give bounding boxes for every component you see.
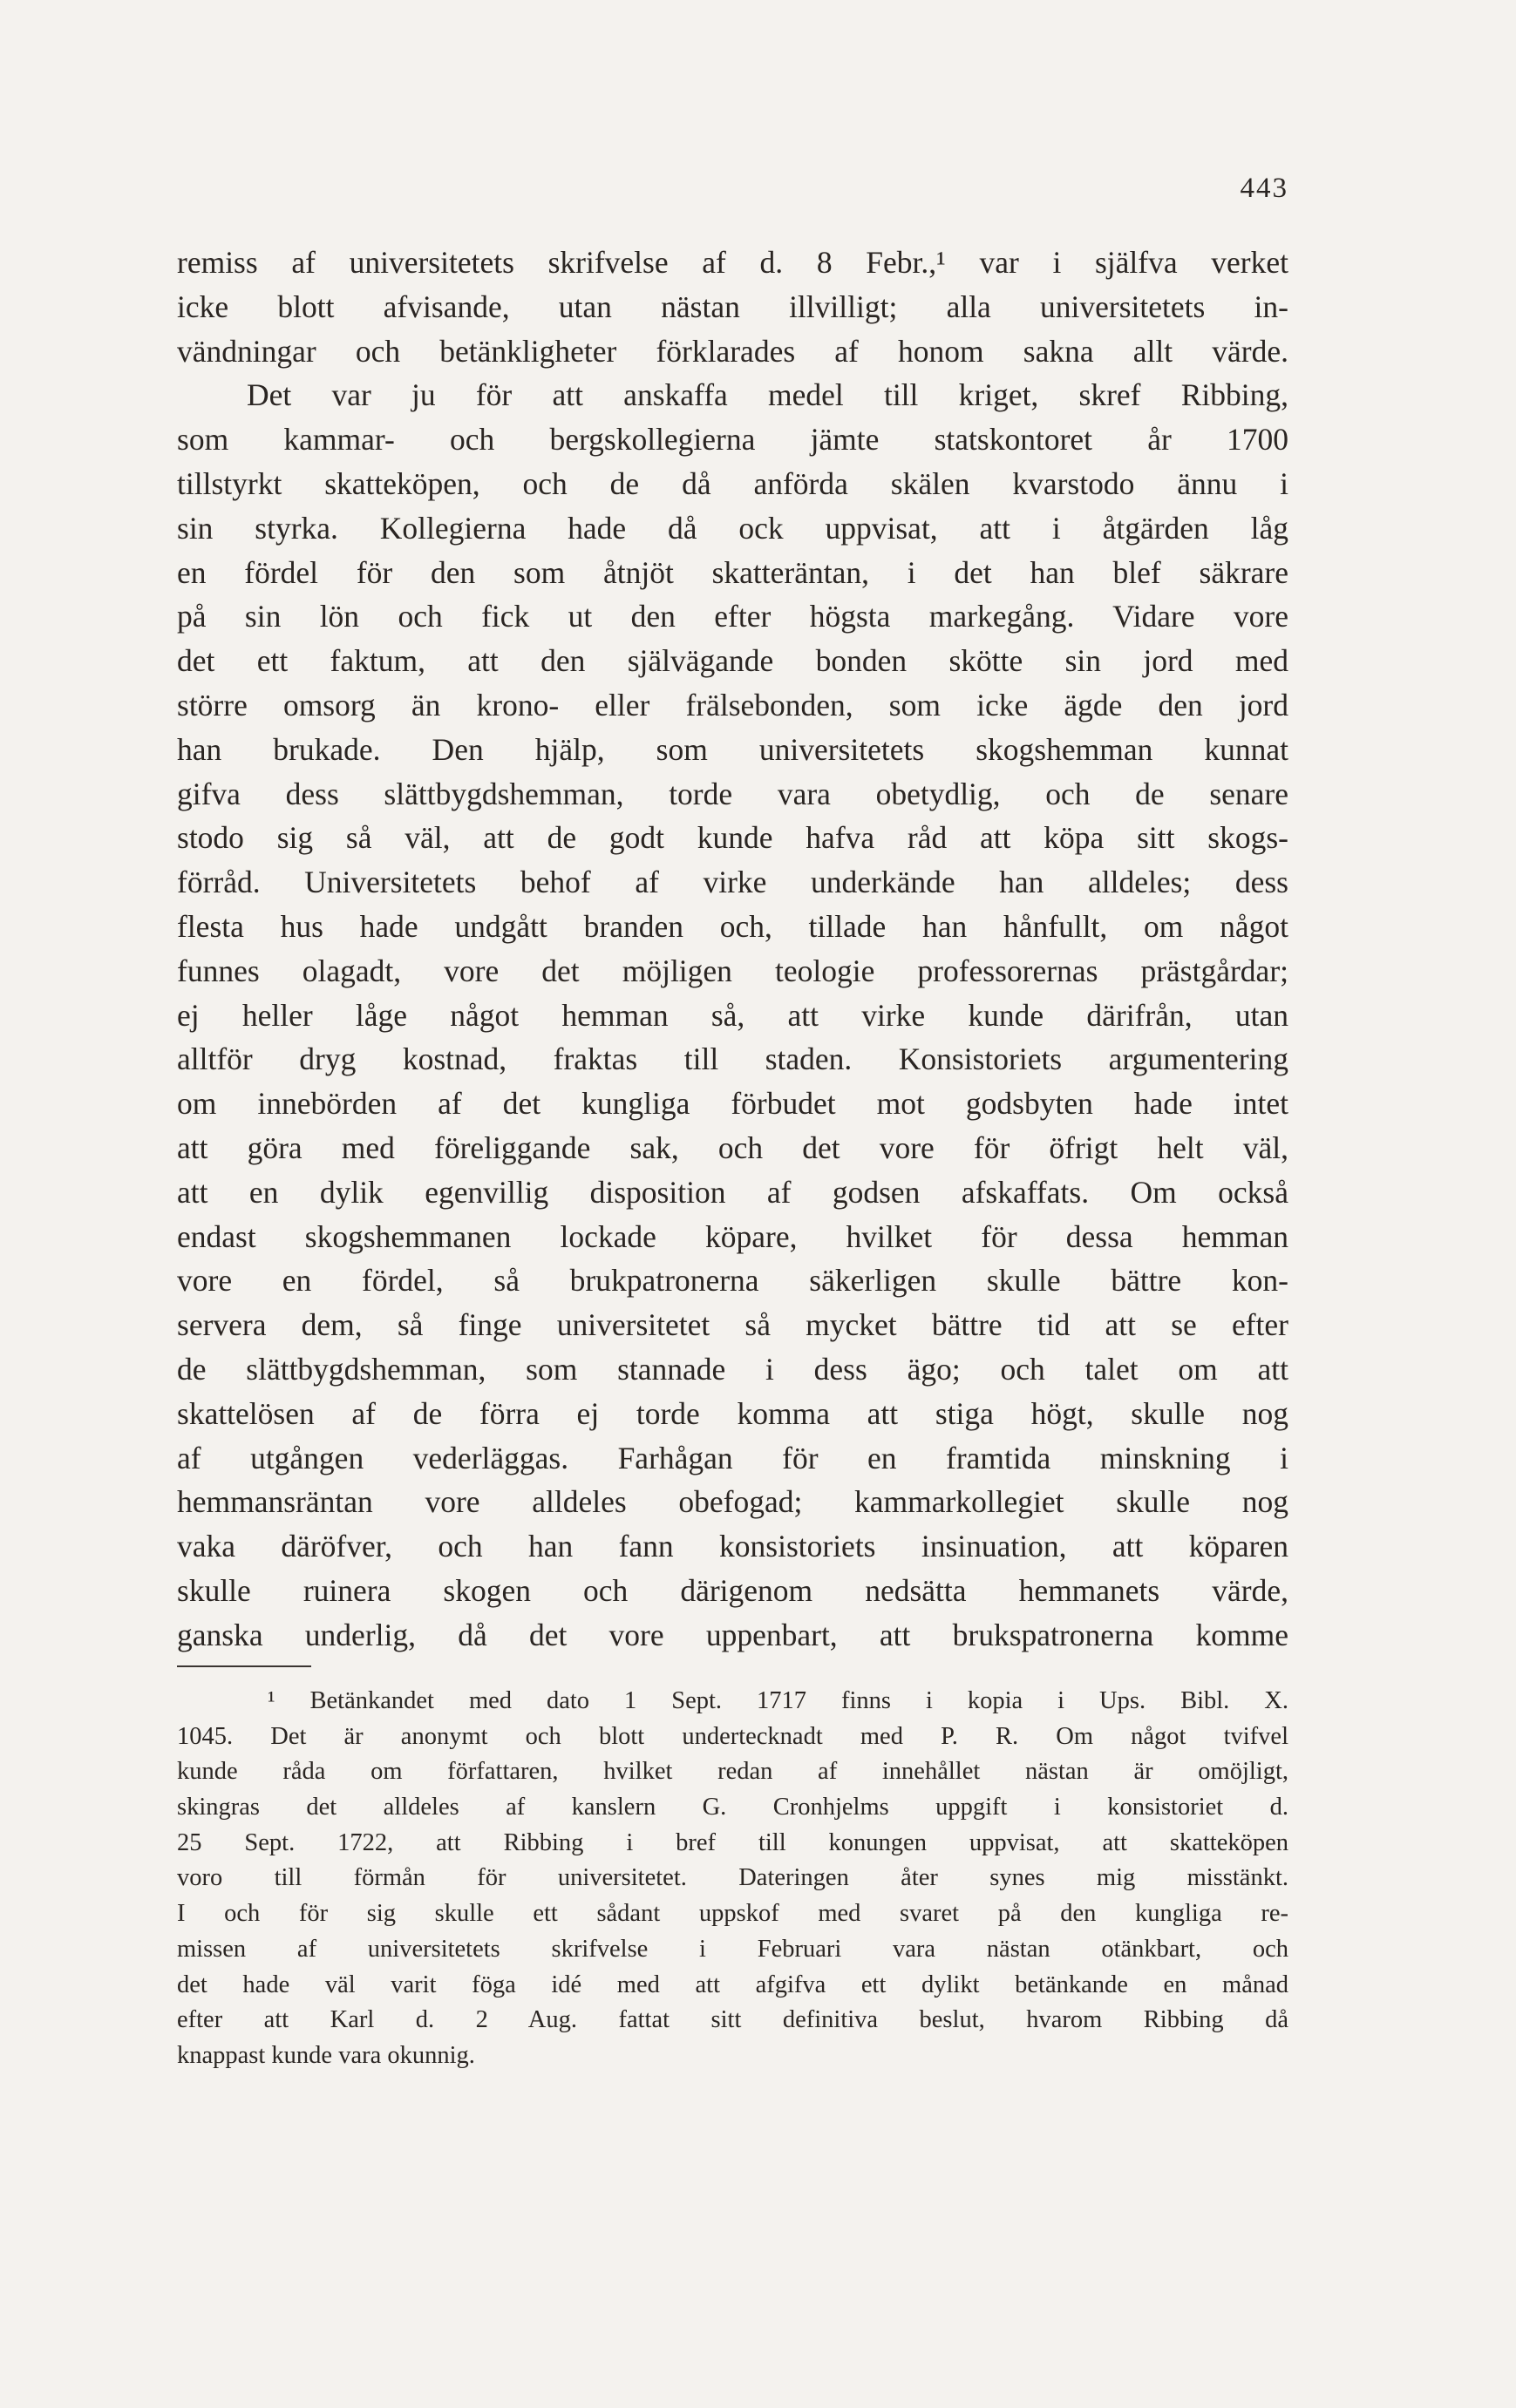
text-line: ganska underlig, då det vore uppenbart, att brukspatronerna komme: [177, 1617, 1288, 1652]
footnote-line: kunde råda om författaren, hvilket redan af innehållet nästan är omöjligt,: [177, 1758, 1288, 1786]
text-line: flesta hus hade undgått branden och, tillade han hånfullt, om något: [177, 908, 1288, 944]
footnote-line: voro till förmån för universitetet. Dateringen åter synes mig misstänkt.: [177, 1864, 1288, 1892]
text-line: tillstyrkt skatteköpen, och de då anförda skälen kvarstodo ännu i: [177, 465, 1288, 501]
footnote-separator: [177, 1665, 311, 1667]
footnote-line: ¹ Betänkandet med dato 1 Sept. 1717 finns i kopia i Ups. Bibl. X.: [268, 1687, 1288, 1714]
text-line: endast skogshemmanen lockade köpare, hvilket för dessa hemman: [177, 1218, 1288, 1254]
text-line: han brukade. Den hjälp, som universitetets skogshemman kunnat: [177, 731, 1288, 767]
footnote-line: det hade väl varit föga idé med att afgifva ett dylikt betänkande en månad: [177, 1970, 1288, 1998]
text-line: större omsorg än krono- eller frälsebonden, som icke ägde den jord: [177, 687, 1288, 722]
text-line: af utgången vederläggas. Farhågan för en framtida minskning i: [177, 1440, 1288, 1475]
text-line: gifva dess slättbygdshemman, torde vara obetydlig, och de senare: [177, 776, 1288, 811]
text-line: icke blott afvisande, utan nästan illvilligt; alla universitetets in-: [177, 288, 1288, 324]
footnote-line: efter att Karl d. 2 Aug. fattat sitt definitiva beslut, hvarom Ribbing då: [177, 2006, 1288, 2034]
text-line: vore en fördel, så brukpatronerna säkerligen skulle bättre kon-: [177, 1263, 1288, 1299]
text-line: en fördel för den som åtnjöt skatteräntan, i det han blef säkrare: [177, 554, 1288, 590]
text-line: som kammar- och bergskollegierna jämte statskontoret år 1700: [177, 422, 1288, 458]
text-line: ej heller låge något hemman så, att virke kunde därifrån, utan: [177, 997, 1288, 1033]
text-line: att en dylik egenvillig disposition af godsen afskaffats. Om också: [177, 1174, 1288, 1210]
text-line: om innebörden af det kungliga förbudet mot godsbyten hade intet: [177, 1086, 1288, 1122]
text-line: funnes olagadt, vore det möjligen teologie professorernas prästgårdar;: [177, 953, 1288, 988]
text-line: sin styrka. Kollegierna hade då ock uppvisat, att i åtgärden låg: [177, 510, 1288, 546]
text-line: vändningar och betänkligheter förklarades af honom sakna allt värde.: [177, 333, 1288, 369]
text-line: alltför dryg kostnad, fraktas till staden. Konsistoriets argumentering: [177, 1041, 1288, 1077]
text-line: vaka däröfver, och han fann konsistoriets insinuation, att köparen: [177, 1529, 1288, 1564]
footnote-line: 25 Sept. 1722, att Ribbing i bref till konungen uppvisat, att skatteköpen: [177, 1828, 1288, 1856]
text-line: Det var ju för att anskaffa medel till kriget, skref Ribbing,: [247, 377, 1288, 413]
footnote-line: knappast kunde vara okunnig.: [177, 2041, 475, 2069]
text-line: stodo sig så väl, att de godt kunde hafva råd att köpa sitt skogs-: [177, 820, 1288, 856]
text-line: de slättbygdshemman, som stannade i dess ägo; och talet om att: [177, 1351, 1288, 1387]
footnote: [177, 1684, 1288, 2074]
footnote-line: skingras det alldeles af kanslern G. Cronhjelms uppgift i konsistoriet d.: [177, 1794, 1288, 1821]
main-text: [177, 241, 1288, 1658]
footnote-line: missen af universitetets skrifvelse i Februari vara nästan otänkbart, och: [177, 1935, 1288, 1963]
text-line: skattelösen af de förra ej torde komma att stiga högt, skulle nog: [177, 1395, 1288, 1431]
text-line: hemmansräntan vore alldeles obefogad; kammarkollegiet skulle nog: [177, 1484, 1288, 1520]
text-line: det ett faktum, att den självägande bonden skötte sin jord med: [177, 643, 1288, 679]
footnote-line: 1045. Det är anonymt och blott undertecknadt med P. R. Om något tvifvel: [177, 1722, 1288, 1750]
text-line: skulle ruinera skogen och därigenom nedsätta hemmanets värde,: [177, 1572, 1288, 1608]
text-line: förråd. Universitetets behof af virke underkände han alldeles; dess: [177, 865, 1288, 900]
text-line: remiss af universitetets skrifvelse af d. 8 Febr.,¹ var i själfva verket: [177, 245, 1288, 280]
page-number: 443: [1240, 173, 1288, 204]
text-line: att göra med föreliggande sak, och det vore för öfrigt helt väl,: [177, 1129, 1288, 1165]
text-line: servera dem, så finge universitetet så mycket bättre tid att se efter: [177, 1307, 1288, 1343]
text-line: på sin lön och fick ut den efter högsta markegång. Vidare vore: [177, 599, 1288, 634]
footnote-line: I och för sig skulle ett sådant uppskof med svaret på den kungliga re-: [177, 1900, 1288, 1928]
